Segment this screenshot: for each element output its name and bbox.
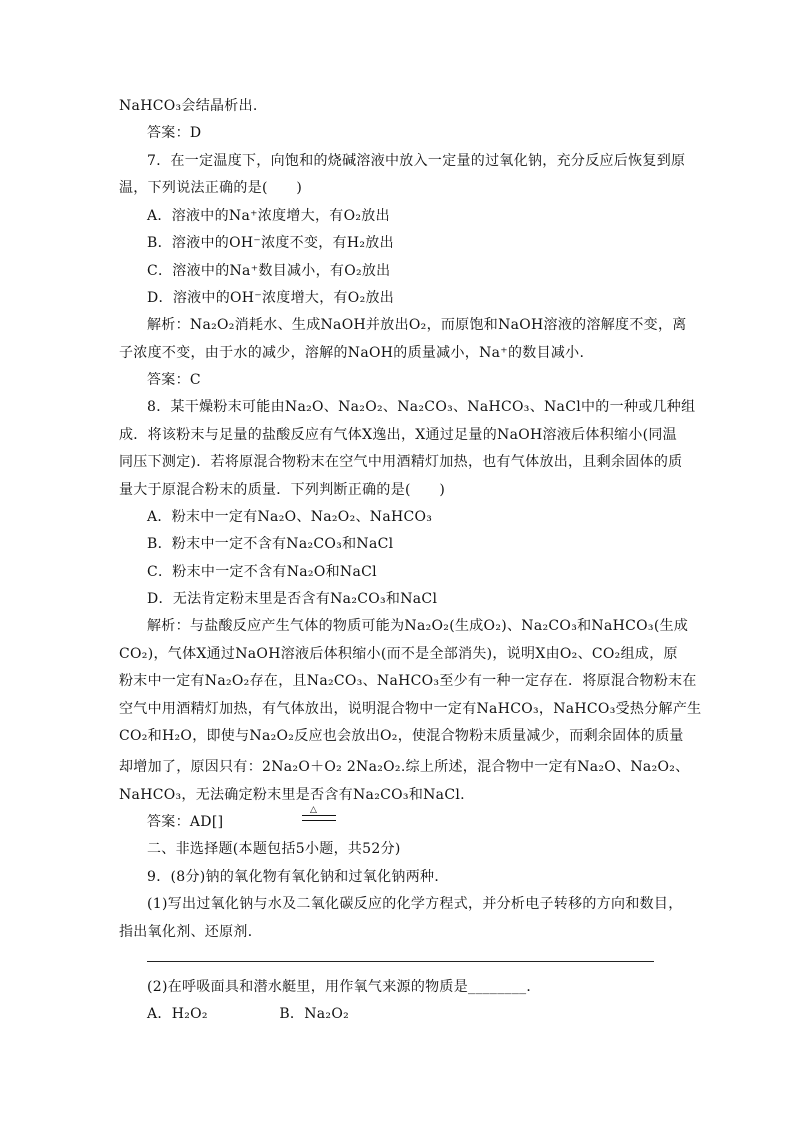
text-line: 指出氧化剂、还原剂． [119, 924, 262, 940]
option-b: B．溶液中的OH⁻浓度不变，有H₂放出 [147, 235, 394, 251]
equation-equals-sign [302, 815, 336, 821]
text-line: CO₂)，气体X通过NaOH溶液后体积缩小(而不是全部消失)，说明X由O₂、CO₂组成，原 [119, 646, 678, 662]
text-line: (1)写出过氧化钠与水及二氧化碳反应的化学方程式，并分析电子转移的方向和数目， [147, 896, 683, 912]
text-line: (2)在呼吸面具和潜水艇里，用作氧气来源的物质是________． [147, 979, 541, 995]
analysis-line: 解析：Na₂O₂消耗水、生成NaOH并放出O₂，而原饱和NaOH溶液的溶解度不变，离 [147, 317, 687, 333]
answer-blank-line [147, 961, 654, 962]
answer-line: 答案：D [147, 125, 202, 141]
option-c: C．粉末中一定不含有Na₂O和NaCl [147, 564, 377, 580]
text-line: NaHCO₃会结晶析出. [119, 98, 258, 114]
analysis-line: 解析：与盐酸反应产生气体的物质可能为Na₂O₂(生成O₂)、Na₂CO₃和NaHCO₃(生成 [147, 618, 689, 634]
text-line: 粉末中一定有Na₂O₂存在，且Na₂CO₃、NaHCO₃至少有一种一定存在．将原混合物粉末在 [119, 673, 697, 689]
text-line: 却增加了，原因只有：2Na₂O＋O₂ 2Na₂O₂.综上所述，混合物中一定有Na₂O、Na₂O₂、 [119, 759, 690, 775]
option-a: A．粉末中一定有Na₂O、Na₂O₂、NaHCO₃ [147, 509, 433, 525]
question-9: 9．(8分)钠的氧化物有氧化钠和过氧化钠两种． [147, 869, 449, 885]
text-line: 量大于原混合粉末的质量．下列判断正确的是( ) [119, 482, 446, 498]
text-line: 同压下测定)．若将原混合物粉末在空气中用酒精灯加热，也有气体放出，且剩余固体的质 [119, 454, 683, 470]
option-d: D．溶液中的OH⁻浓度增大，有O₂放出 [147, 290, 395, 306]
text-line: NaHCO₃，无法确定粉末里是否含有Na₂CO₃和NaCl. [119, 787, 465, 803]
options-line: A．H₂O₂ B．Na₂O₂ [147, 1006, 350, 1022]
text-line: 温，下列说法正确的是( ) [119, 180, 303, 196]
section-heading: 二、非选择题(本题包括5小题，共52分) [147, 841, 401, 857]
answer-line: 答案：AD[] [147, 814, 224, 830]
text-line: 成．将该粉末与足量的盐酸反应有气体X逸出，X通过足量的NaOH溶液后体积缩小(同温 [119, 427, 677, 443]
option-a: A．溶液中的Na⁺浓度增大，有O₂放出 [147, 208, 390, 224]
option-d: D．无法肯定粉末里是否含有Na₂CO₃和NaCl [147, 591, 438, 607]
answer-line: 答案：C [147, 372, 201, 388]
text-line: CO₂和H₂O，即使与Na₂O₂反应也会放出O₂，使混合物粉末质量减少，而剩余固体的质量 [119, 728, 684, 744]
question-7: 7．在一定温度下，向饱和的烧碱溶液中放入一定量的过氧化钠，充分反应后恢复到原 [147, 153, 686, 169]
option-b: B．粉末中一定不含有Na₂CO₃和NaCl [147, 536, 394, 552]
question-8: 8．某干燥粉末可能由Na₂O、Na₂O₂、Na₂CO₃、NaHCO₃、NaCl中的一种或几种组 [147, 399, 696, 415]
text-line: 子浓度不变，由于水的减少，溶解的NaOH的质量减小，Na⁺的数目减小. [119, 345, 585, 361]
option-c: C．溶液中的Na⁺数目减小，有O₂放出 [147, 263, 391, 279]
heat-symbol: △ [310, 805, 317, 815]
text-line: 空气中用酒精灯加热，有气体放出，说明混合物中一定有NaHCO₃，NaHCO₃受热分解产生 [119, 701, 702, 717]
